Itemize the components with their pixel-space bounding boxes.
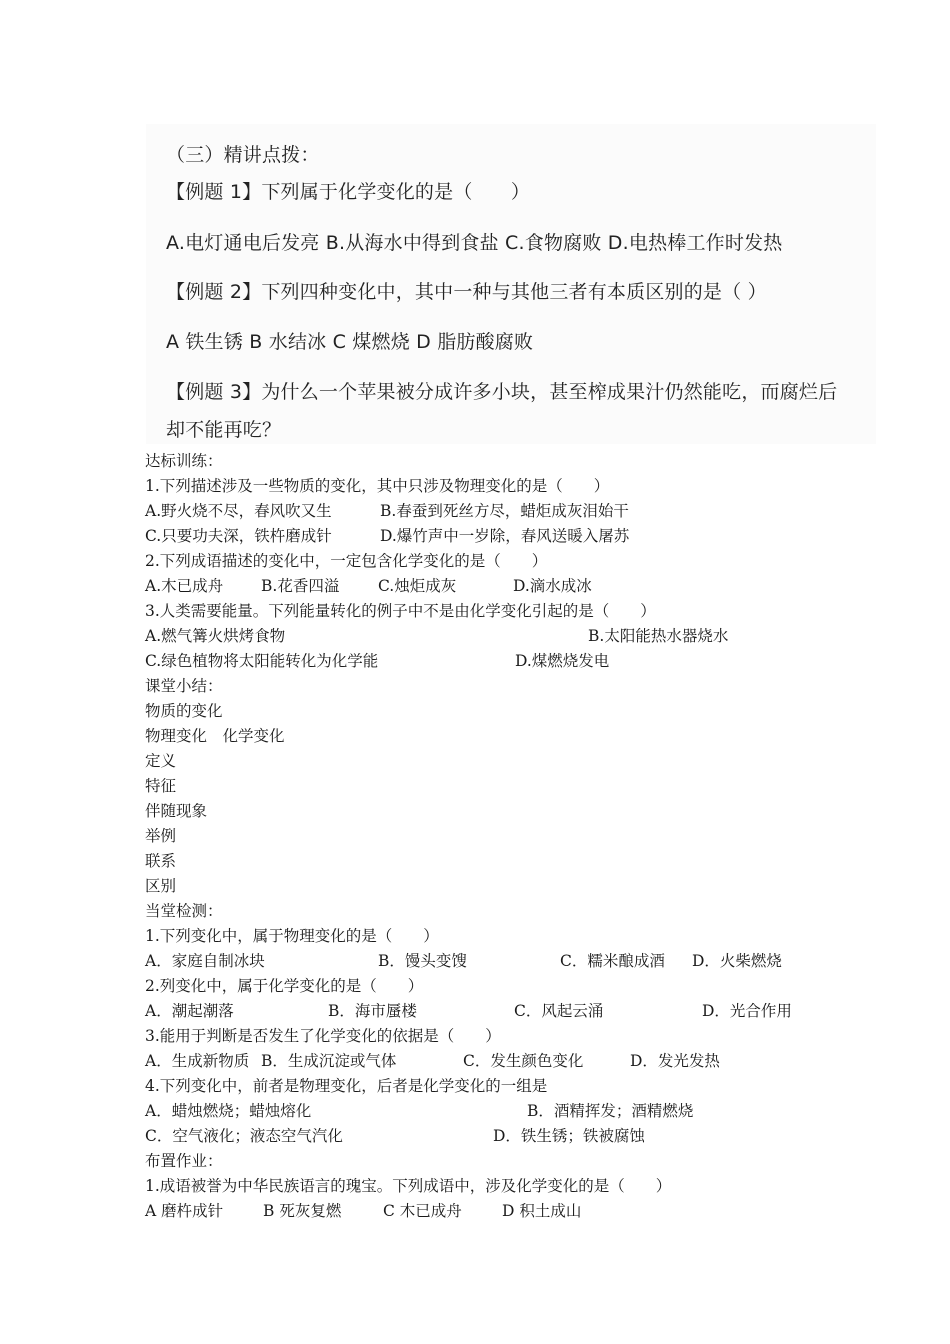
test-q2: 2.列变化中，属于化学变化的是（ ） (145, 977, 424, 995)
example-3-question-cont: 却不能再吃？ (166, 419, 282, 441)
option-d: D．发光发热 (630, 1052, 720, 1070)
option-d: D.滴水成冰 (513, 577, 592, 595)
option-b: B.春蚕到死丝方尽，蜡炬成灰泪始干 (380, 502, 629, 520)
option-b: B.花香四溢 (261, 577, 340, 595)
test-heading: 当堂检测： (145, 902, 223, 920)
practice-q3: 3.人类需要能量。下列能量转化的例子中不是由化学变化引起的是（ ） (145, 602, 656, 620)
summary-row-definition: 定义 (145, 752, 177, 770)
example-3-question: 【例题 3】为什么一个苹果被分成许多小块，甚至榨成果汁仍然能吃，而腐烂后 (166, 381, 838, 403)
example-1-question: 【例题 1】下列属于化学变化的是（ ） (166, 181, 531, 203)
section-title: （三）精讲点拨： (166, 144, 320, 166)
option-d: D．光合作用 (702, 1002, 792, 1020)
option-c: C.只要功夫深，铁杵磨成针 (145, 527, 332, 545)
option-a: A．蜡烛燃烧；蜡烛熔化 (145, 1102, 312, 1120)
option-d: D．铁生锈；铁被腐蚀 (493, 1127, 645, 1145)
practice-q1: 1.下列描述涉及一些物质的变化，其中只涉及物理变化的是（ ） (145, 477, 610, 495)
option-a: A.木已成舟 (145, 577, 224, 595)
test-q4: 4.下列变化中，前者是物理变化，后者是化学变化的一组是 (145, 1077, 548, 1095)
summary-row-phenomena: 伴随现象 (145, 802, 208, 820)
option-a: A 磨杵成针 (145, 1202, 224, 1220)
practice-q2: 2.下列成语描述的变化中，一定包含化学变化的是（ ） (145, 552, 548, 570)
option-c: C 木已成舟 (383, 1202, 462, 1220)
option-d: D 积土成山 (502, 1202, 582, 1220)
summary-columns: 物理变化 化学变化 (145, 727, 285, 745)
practice-heading: 达标训练： (145, 452, 223, 470)
option-c: C．糯米酿成酒 (560, 952, 665, 970)
summary-row-feature: 特征 (145, 777, 177, 795)
option-a: A．潮起潮落 (145, 1002, 234, 1020)
option-b: B.太阳能热水器烧水 (588, 627, 729, 645)
option-a: A．家庭自制冰块 (145, 952, 265, 970)
option-b: B．海市蜃楼 (328, 1002, 417, 1020)
option-b: B．馒头变馊 (378, 952, 467, 970)
summary-row-examples: 举例 (145, 827, 177, 845)
summary-heading: 课堂小结： (145, 677, 223, 695)
example-2-options: A 铁生锈 B 水结冰 C 煤燃烧 D 脂肪酸腐败 (166, 331, 534, 353)
option-d: D.煤燃烧发电 (515, 652, 610, 670)
option-a: A.燃气篝火烘烤食物 (145, 627, 286, 645)
option-c: C.绿色植物将太阳能转化为化学能 (145, 652, 379, 670)
summary-topic: 物质的变化 (145, 702, 223, 720)
test-q3: 3.能用于判断是否发生了化学变化的依据是（ ） (145, 1027, 501, 1045)
option-a: A.野火烧不尽，春风吹又生 (145, 502, 332, 520)
summary-row-connection: 联系 (145, 852, 177, 870)
option-b: B．生成沉淀或气体 (261, 1052, 397, 1070)
option-c: C．风起云涌 (514, 1002, 604, 1020)
summary-row-difference: 区别 (145, 877, 177, 895)
homework-q1: 1.成语被誉为中华民族语言的瑰宝。下列成语中，涉及化学变化的是（ ） (145, 1177, 672, 1195)
option-c: C.烛炬成灰 (378, 577, 457, 595)
example-2-question: 【例题 2】下列四种变化中，其中一种与其他三者有本质区别的是（ ） (166, 281, 767, 303)
example-1-options: A.电灯通电后发亮 B.从海水中得到食盐 C.食物腐败 D.电热棒工作时发热 (166, 232, 783, 254)
option-c: C．发生颜色变化 (463, 1052, 584, 1070)
option-d: D.爆竹声中一岁除，春风送暖入屠苏 (380, 527, 630, 545)
option-a: A．生成新物质 (145, 1052, 250, 1070)
option-b: B．酒精挥发；酒精燃烧 (527, 1102, 694, 1120)
scanned-example-block (146, 124, 876, 444)
option-b: B 死灰复燃 (263, 1202, 342, 1220)
homework-heading: 布置作业： (145, 1152, 223, 1170)
test-q1: 1.下列变化中，属于物理变化的是（ ） (145, 927, 439, 945)
option-c: C．空气液化；液态空气汽化 (145, 1127, 343, 1145)
option-d: D．火柴燃烧 (692, 952, 782, 970)
